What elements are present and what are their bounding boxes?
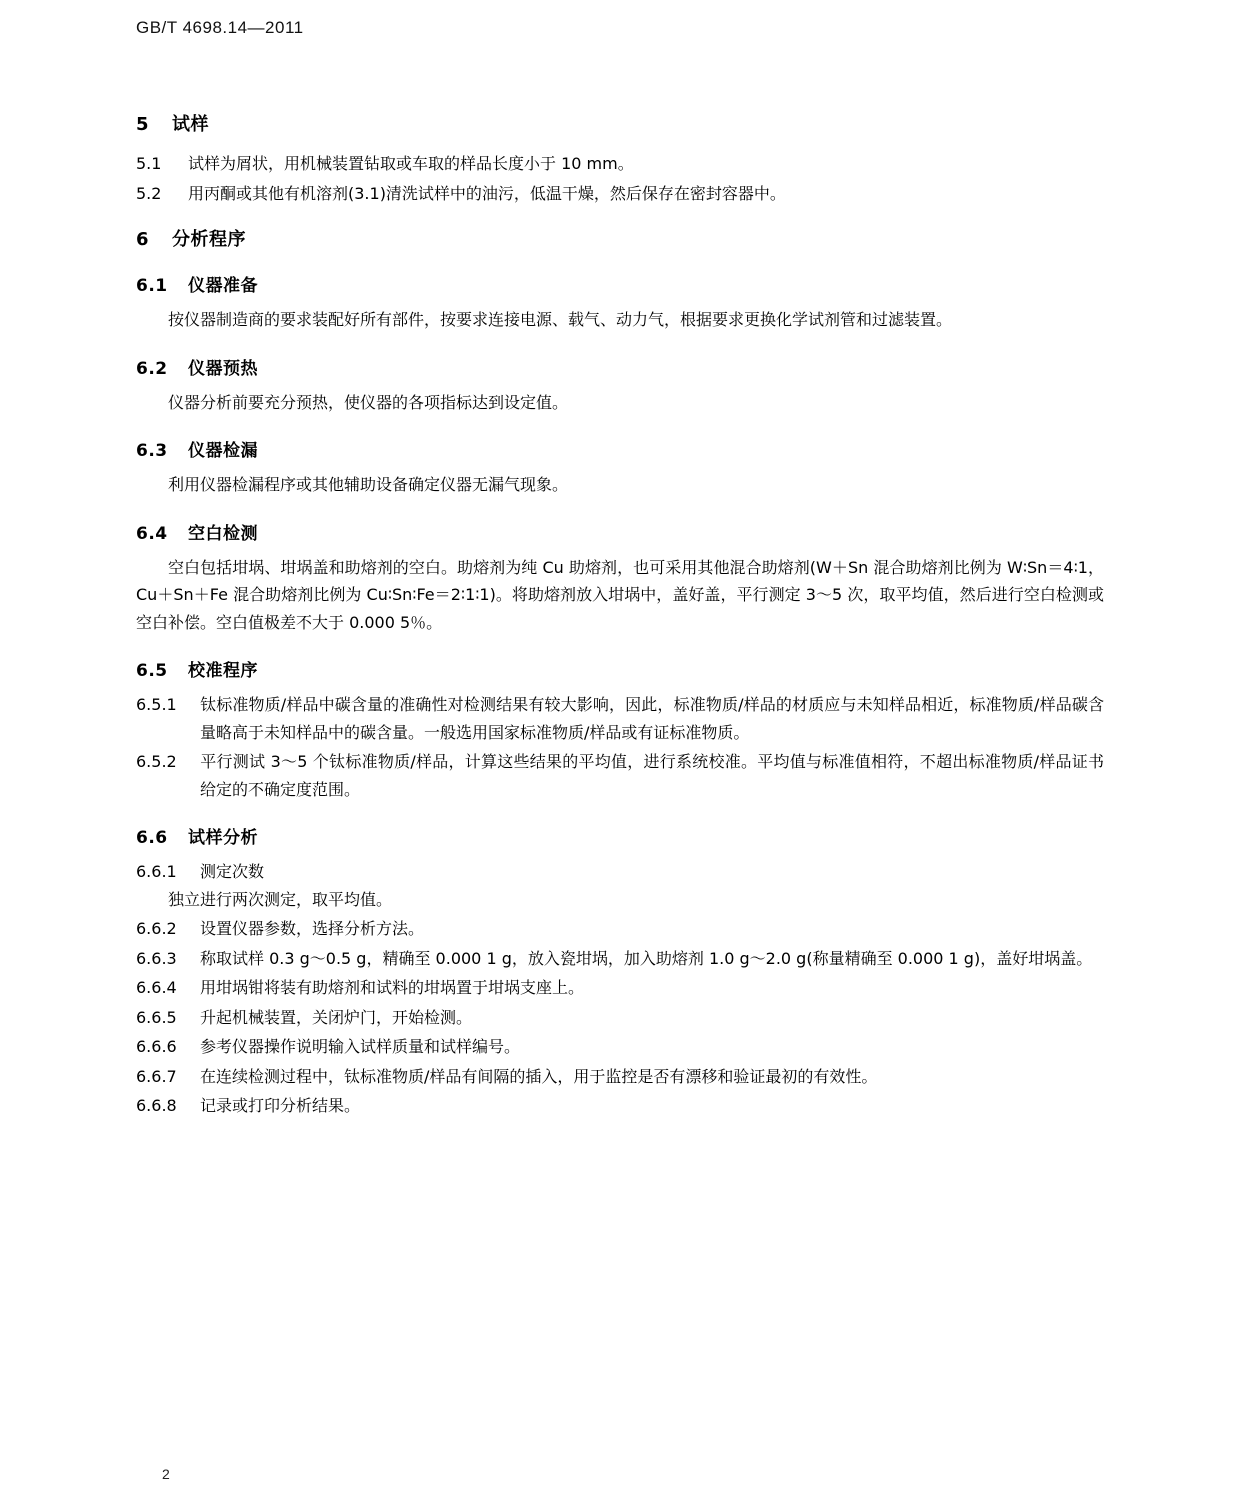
- clause-6-5-1-text: 钛标准物质/样品中碳含量的准确性对检测结果有较大影响，因此，标准物质/样品的材质应与未知样品相近，标准物质/样品碳含量略高于未知样品中的碳含量。一般选用国家标准物质/样品或有证标准物质。: [200, 695, 1104, 742]
- clause-6-6-3-text: 称取试样 0.3 g～0.5 g，精确至 0.000 1 g，放入瓷坩埚，加入助熔剂 1.0 g～2.0 g(称量精确至 0.000 1 g)，盖好坩埚盖。: [200, 948, 1093, 968]
- heading-clause-6-1-title: 仪器准备: [188, 276, 258, 297]
- heading-clause-6-3-number: 6.3: [136, 441, 168, 462]
- clause-6-6-8: [136, 1092, 1104, 1120]
- clause-6-5-2-number: 6.5.2: [136, 752, 177, 772]
- clause-6-6-8-text: 记录或打印分析结果。: [200, 1096, 361, 1116]
- heading-clause-6-3-title: 仪器检漏: [188, 441, 258, 462]
- clause-5-1: [136, 150, 1104, 178]
- clause-6-4-body: 空白包括坩埚、坩埚盖和助熔剂的空白。助熔剂为纯 Cu 助熔剂，也可采用其他混合助熔剂(W＋Sn 混合助熔剂比例为 W∶Sn＝4∶1，Cu＋Sn＋Fe 混合助熔剂比例为 Cu∶Sn∶Fe＝2∶1∶1)。将助熔剂放入坩埚中，盖好盖，平行测定 3～5 次，取平均值，然后进行空白检测或空白补偿。空白值极差不大于 0.000 5％。: [136, 557, 1104, 632]
- clause-5-1-number: 5.1: [136, 154, 162, 173]
- clause-6-5-1: [136, 691, 1104, 746]
- document-body: [136, 92, 1104, 1122]
- heading-clause-6-2-title: 仪器预热: [188, 358, 258, 379]
- heading-section-5-number: 5: [136, 114, 150, 135]
- page-number: 2: [162, 1466, 170, 1482]
- clause-6-6-3-number: 6.6.3: [136, 948, 177, 968]
- clause-6-6-4: [136, 974, 1104, 1002]
- clause-6-6-1-body: 独立进行两次测定，取平均值。: [168, 889, 393, 909]
- clause-6-5-1-number: 6.5.1: [136, 695, 177, 715]
- heading-clause-6-4-number: 6.4: [136, 523, 168, 544]
- heading-clause-6-1-number: 6.1: [136, 276, 168, 297]
- heading-clause-6-6-number: 6.6: [136, 828, 168, 849]
- clause-6-6-8-number: 6.6.8: [136, 1096, 177, 1116]
- heading-clause-6-4: [136, 519, 1104, 544]
- clause-6-6-4-text: 用坩埚钳将装有助熔剂和试料的坩埚置于坩埚支座上。: [200, 978, 585, 998]
- clause-6-5-2: [136, 748, 1104, 803]
- clause-6-5-2-text: 平行测试 3～5 个钛标准物质/样品，计算这些结果的平均值，进行系统校准。平均值与标准值相符，不超出标准物质/样品证书给定的不确定度范围。: [200, 752, 1104, 799]
- heading-clause-6-6-title: 试样分析: [188, 828, 258, 849]
- clause-5-2: [136, 180, 1104, 208]
- clause-6-6-1-number: 6.6.1: [136, 862, 177, 882]
- heading-clause-6-6: [136, 823, 1104, 848]
- clause-6-6-7-text: 在连续检测过程中，钛标准物质/样品有间隔的插入，用于监控是否有漂移和验证最初的有效性。: [200, 1066, 878, 1086]
- heading-section-5-title: 试样: [172, 114, 209, 135]
- clause-5-2-number: 5.2: [136, 183, 162, 203]
- heading-clause-6-5: [136, 656, 1104, 681]
- heading-section-5: [136, 110, 1104, 136]
- clause-6-6-1: [136, 858, 1104, 886]
- clause-6-6-7-number: 6.6.7: [136, 1066, 177, 1086]
- clause-6-6-2-text: 设置仪器参数，选择分析方法。: [200, 919, 425, 939]
- heading-clause-6-4-title: 空白检测: [188, 523, 258, 544]
- clause-5-2-text: 用丙酮或其他有机溶剂(3.1)清洗试样中的油污，低温干燥，然后保存在密封容器中。: [188, 183, 786, 203]
- clause-6-6-3: [136, 945, 1104, 973]
- clause-6-6-6-text: 参考仪器操作说明输入试样质量和试样编号。: [200, 1037, 521, 1057]
- heading-section-6-title: 分析程序: [172, 229, 246, 251]
- clause-6-6-1-text: 测定次数: [200, 862, 265, 882]
- clause-6-6-7: [136, 1063, 1104, 1091]
- clause-6-1-body: 按仪器制造商的要求装配好所有部件，按要求连接电源、载气、动力气，根据要求更换化学试剂管和过滤装置。: [168, 310, 953, 330]
- page-header: GB/T 4698.14—2011: [136, 18, 304, 37]
- clause-6-6-5: [136, 1004, 1104, 1032]
- heading-section-6-number: 6: [136, 229, 150, 251]
- heading-clause-6-5-title: 校准程序: [188, 661, 258, 682]
- clause-5-1-text: 试样为屑状，用机械装置钻取或车取的样品长度小于 10 mm。: [188, 154, 634, 173]
- heading-section-6: [136, 225, 1104, 251]
- heading-clause-6-1: [136, 271, 1104, 296]
- clause-6-6-2-number: 6.6.2: [136, 919, 177, 939]
- clause-6-6-5-number: 6.6.5: [136, 1007, 177, 1027]
- clause-6-6-6-number: 6.6.6: [136, 1037, 177, 1057]
- clause-6-6-5-text: 升起机械装置，关闭炉门，开始检测。: [200, 1007, 473, 1027]
- clause-6-3-body: 利用仪器检漏程序或其他辅助设备确定仪器无漏气现象。: [168, 475, 569, 495]
- clause-6-6-2: [136, 915, 1104, 943]
- heading-clause-6-2-number: 6.2: [136, 358, 168, 379]
- clause-6-6-6: [136, 1033, 1104, 1061]
- heading-clause-6-5-number: 6.5: [136, 661, 168, 682]
- clause-6-6-4-number: 6.6.4: [136, 978, 177, 998]
- clause-6-2-body: 仪器分析前要充分预热，使仪器的各项指标达到设定值。: [168, 392, 569, 412]
- heading-clause-6-3: [136, 436, 1104, 461]
- heading-clause-6-2: [136, 354, 1104, 379]
